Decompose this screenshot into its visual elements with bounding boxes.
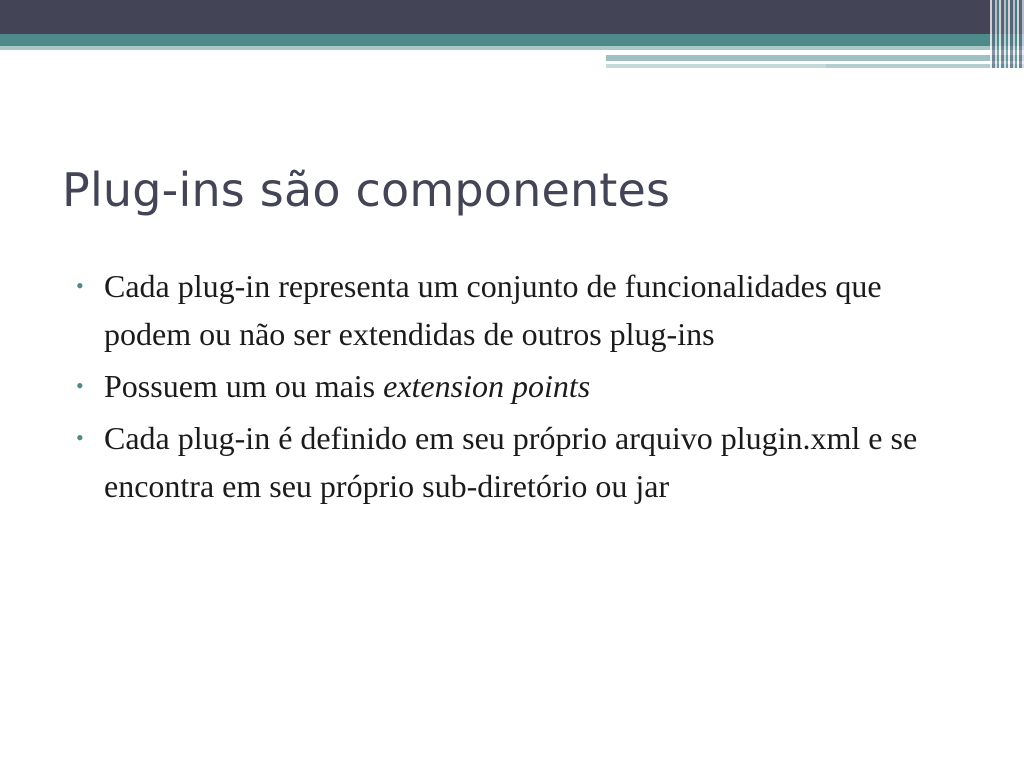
bullet-marker: • [76, 373, 84, 398]
header-band-teal [0, 34, 1024, 46]
header-stripes-decoration [990, 0, 1024, 68]
bullet-text: Possuem um ou mais [104, 368, 384, 404]
header-band-teal-light [0, 46, 1024, 50]
bullet-marker: • [76, 425, 84, 450]
header-accent-line [606, 55, 1024, 61]
slide-title: Plug-ins são componentes [62, 163, 671, 217]
bullet-item [76, 362, 976, 410]
header-band-dark [0, 0, 1024, 34]
bullet-text: Cada plug-in representa um conjunto de funcionalidades que podem ou não ser extendidas de outros plug-ins [104, 268, 882, 352]
bullet-text-italic: extension points [383, 368, 591, 404]
bullet-marker: • [76, 273, 84, 298]
bullet-item [76, 262, 976, 358]
bullet-item [76, 414, 976, 510]
header-accent-line-short [606, 64, 826, 68]
bullet-list [76, 262, 976, 514]
bullet-text: Cada plug-in é definido em seu próprio arquivo plugin.xml e se encontra em seu próprio sub-diretório ou jar [104, 420, 918, 504]
